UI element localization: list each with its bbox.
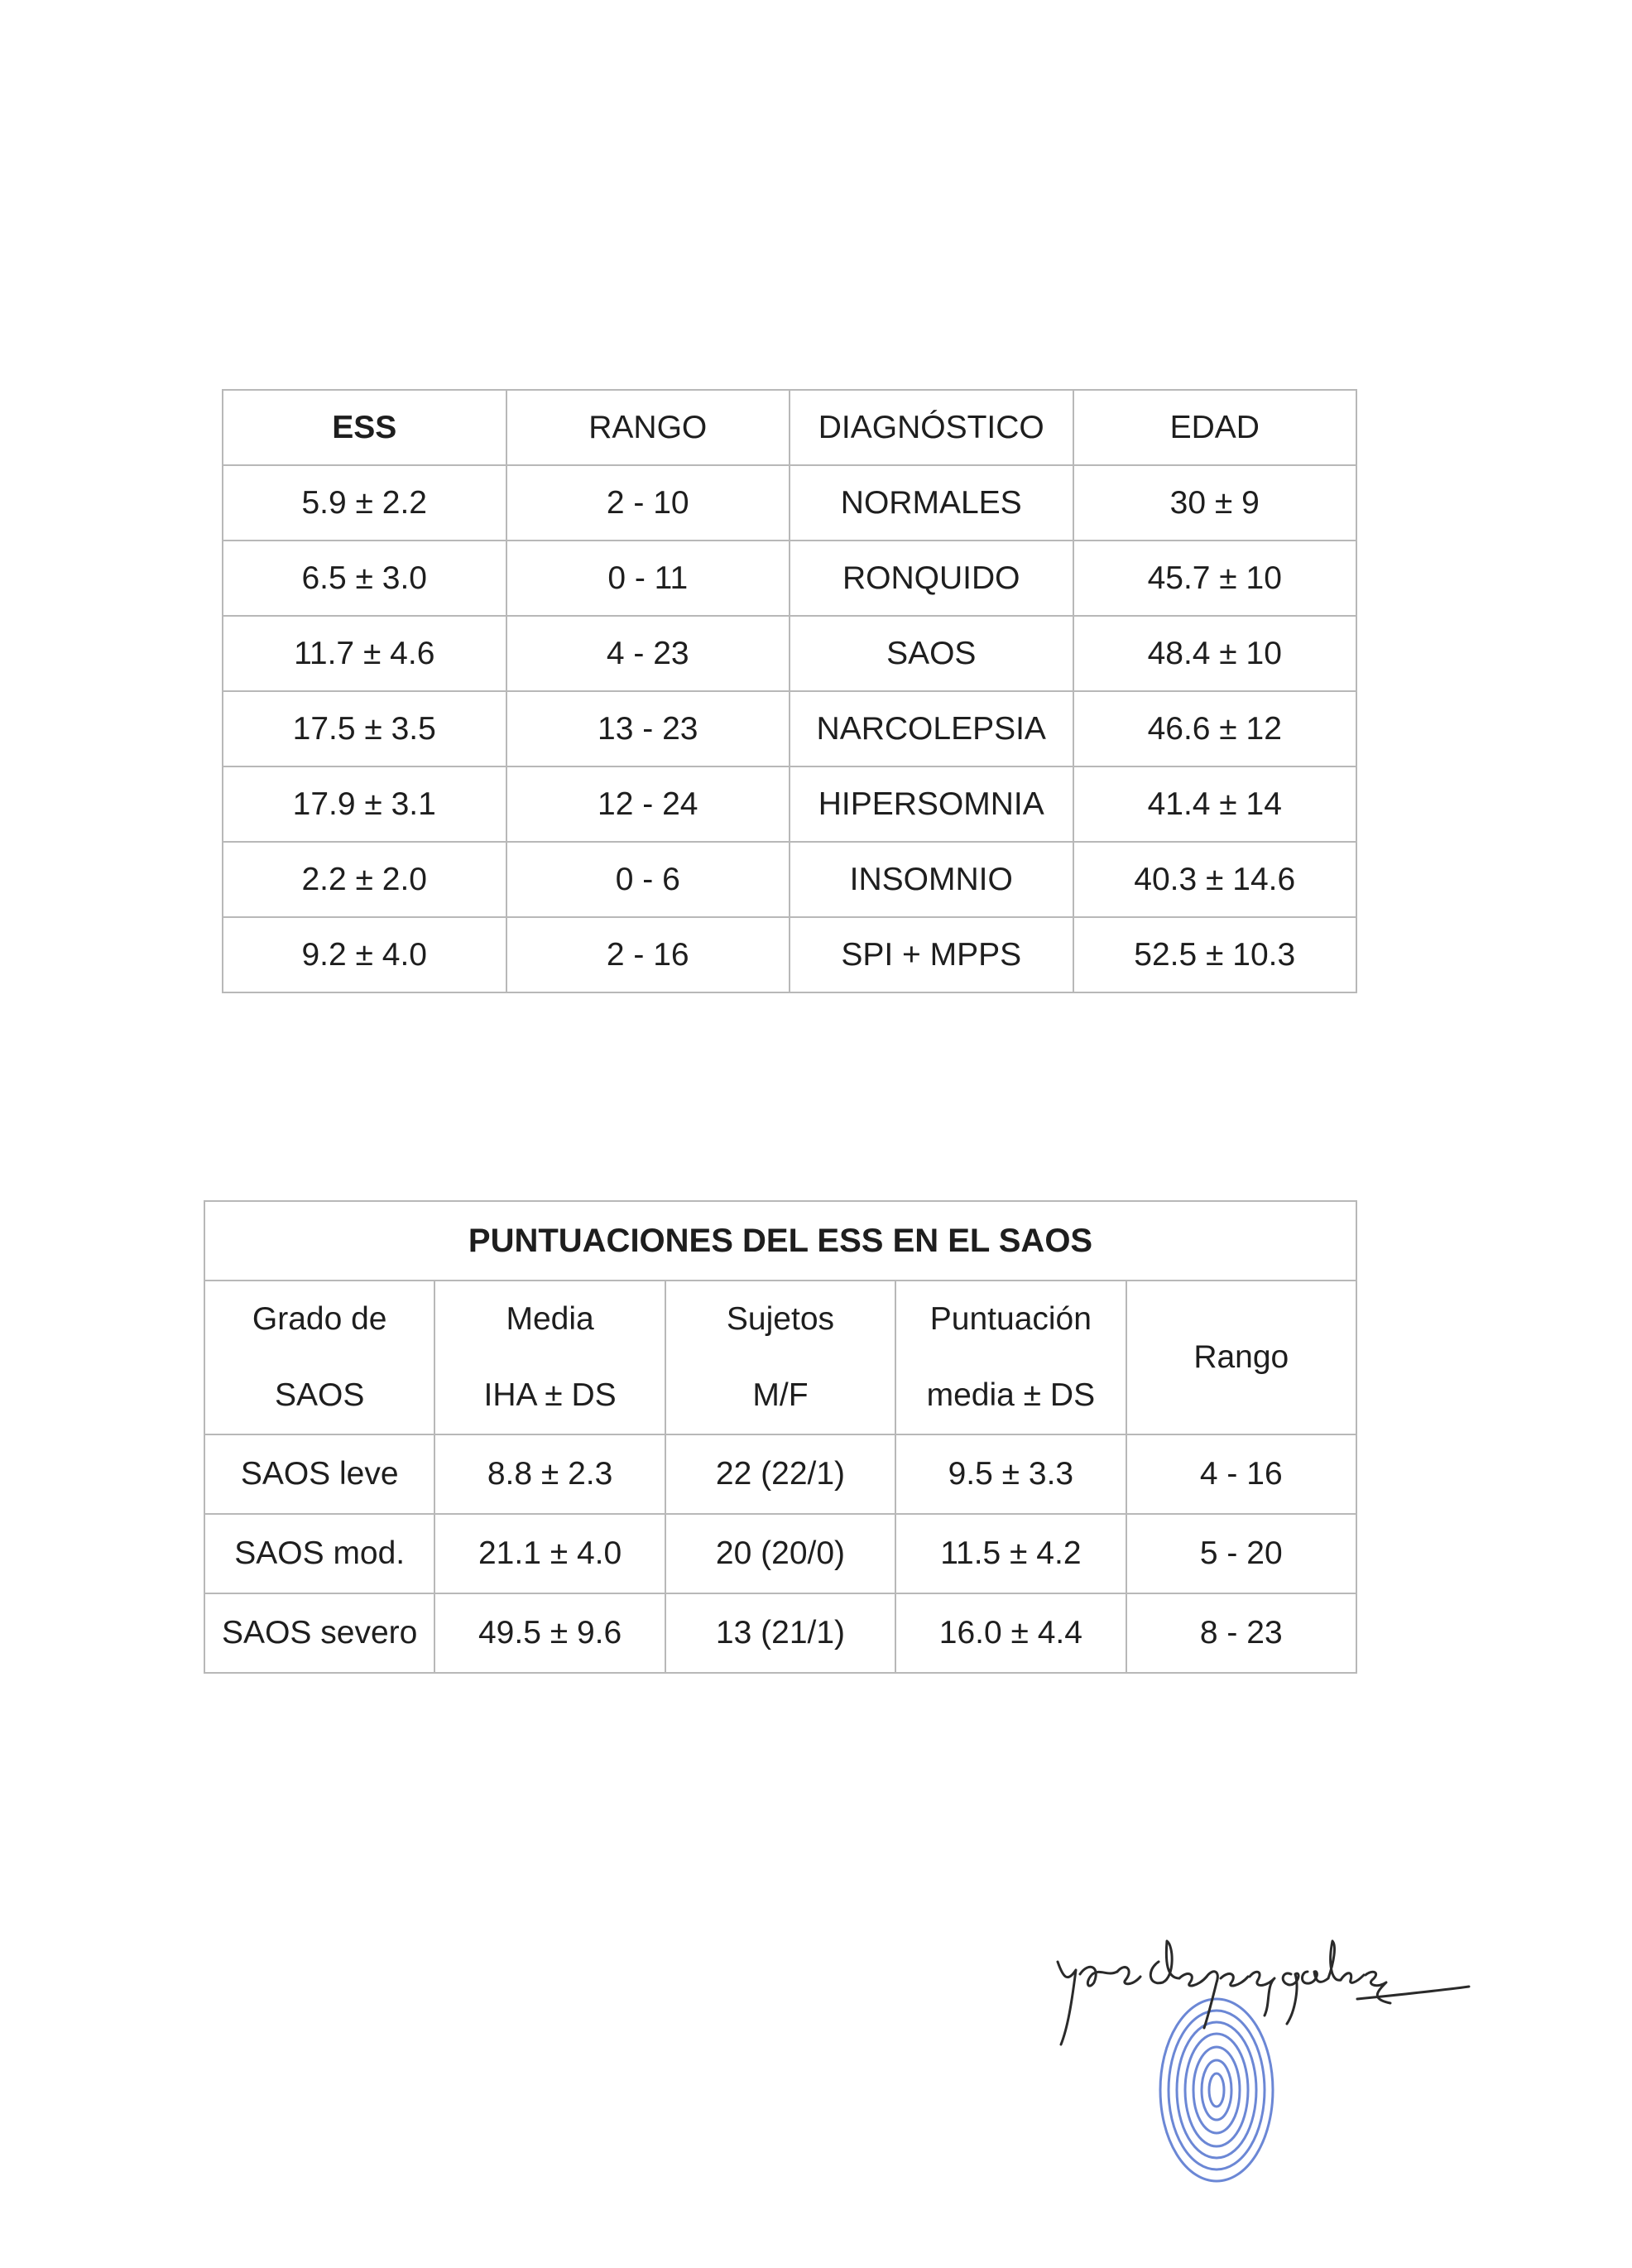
header-rango	[1126, 1281, 1356, 1434]
header-diagnostico: DIAGNÓSTICO	[790, 390, 1073, 465]
cell-rango: 0 - 11	[506, 541, 790, 616]
cell-rango: 12 - 24	[506, 766, 790, 842]
cell-diagnostico: RONQUIDO	[790, 541, 1073, 616]
table-title-row	[204, 1201, 1356, 1281]
cell-grado: SAOS severo	[204, 1593, 434, 1673]
signature-graphic	[1043, 1937, 1572, 2218]
cell-ess: 17.9 ± 3.1	[223, 766, 506, 842]
header-line: Grado de	[252, 1301, 387, 1337]
cell-diagnostico: SAOS	[790, 616, 1073, 691]
cell-rango: 0 - 6	[506, 842, 790, 917]
cell-edad: 48.4 ± 10	[1073, 616, 1357, 691]
header-edad: EDAD	[1073, 390, 1357, 465]
cell-rango: 2 - 10	[506, 465, 790, 541]
header-grado	[204, 1281, 434, 1434]
cell-media: 8.8 ± 2.3	[434, 1434, 665, 1514]
table-row	[204, 1514, 1356, 1593]
cell-diagnostico: SPI + MPPS	[790, 917, 1073, 992]
header-puntuacion	[895, 1281, 1126, 1434]
cell-puntuacion: 16.0 ± 4.4	[895, 1593, 1126, 1673]
table-row	[223, 766, 1356, 842]
cell-rango: 13 - 23	[506, 691, 790, 766]
table-row	[223, 917, 1356, 992]
cell-sujetos: 20 (20/0)	[665, 1514, 895, 1593]
cell-diagnostico: NARCOLEPSIA	[790, 691, 1073, 766]
table-row	[223, 465, 1356, 541]
header-line: Rango	[1193, 1339, 1289, 1375]
cell-edad: 52.5 ± 10.3	[1073, 917, 1357, 992]
cell-puntuacion: 11.5 ± 4.2	[895, 1514, 1126, 1593]
header-line: Sujetos	[726, 1301, 835, 1337]
header-line: Media	[506, 1301, 594, 1337]
cell-puntuacion: 9.5 ± 3.3	[895, 1434, 1126, 1514]
table-row	[204, 1593, 1356, 1673]
cell-grado: SAOS leve	[204, 1434, 434, 1514]
cell-rango: 2 - 16	[506, 917, 790, 992]
ess-saos-scores-table	[204, 1200, 1357, 1674]
cell-rango: 5 - 20	[1126, 1514, 1356, 1593]
cell-rango: 4 - 23	[506, 616, 790, 691]
cell-sujetos: 22 (22/1)	[665, 1434, 895, 1514]
table-title: PUNTUACIONES DEL ESS EN EL SAOS	[204, 1201, 1356, 1281]
cell-ess: 9.2 ± 4.0	[223, 917, 506, 992]
cell-diagnostico: INSOMNIO	[790, 842, 1073, 917]
handwritten-signature	[1058, 1941, 1469, 2045]
header-line: media ± DS	[926, 1377, 1096, 1413]
table-row	[223, 541, 1356, 616]
header-line: IHA ± DS	[483, 1377, 617, 1413]
header-line: M/F	[752, 1377, 809, 1413]
table-row	[223, 842, 1356, 917]
cell-edad: 46.6 ± 12	[1073, 691, 1357, 766]
cell-rango: 8 - 23	[1126, 1593, 1356, 1673]
cell-media: 21.1 ± 4.0	[434, 1514, 665, 1593]
cell-edad: 40.3 ± 14.6	[1073, 842, 1357, 917]
cell-ess: 6.5 ± 3.0	[223, 541, 506, 616]
header-sujetos	[665, 1281, 895, 1434]
header-line: Puntuación	[929, 1301, 1092, 1337]
cell-ess: 17.5 ± 3.5	[223, 691, 506, 766]
cell-diagnostico: NORMALES	[790, 465, 1073, 541]
header-media	[434, 1281, 665, 1434]
cell-rango: 4 - 16	[1126, 1434, 1356, 1514]
cell-sujetos: 13 (21/1)	[665, 1593, 895, 1673]
cell-diagnostico: HIPERSOMNIA	[790, 766, 1073, 842]
table-header-row	[204, 1281, 1356, 1434]
table-row	[223, 691, 1356, 766]
cell-grado: SAOS mod.	[204, 1514, 434, 1593]
cell-edad: 45.7 ± 10	[1073, 541, 1357, 616]
header-line: SAOS	[275, 1377, 365, 1413]
table-row	[204, 1434, 1356, 1514]
cell-ess: 2.2 ± 2.0	[223, 842, 506, 917]
cell-edad: 30 ± 9	[1073, 465, 1357, 541]
cell-media: 49.5 ± 9.6	[434, 1593, 665, 1673]
cell-ess: 11.7 ± 4.6	[223, 616, 506, 691]
header-ess: ESS	[223, 390, 506, 465]
ess-diagnosis-table	[222, 389, 1357, 993]
signature-block	[1043, 1937, 1572, 2218]
cell-edad: 41.4 ± 14	[1073, 766, 1357, 842]
cell-ess: 5.9 ± 2.2	[223, 465, 506, 541]
table-header-row	[223, 390, 1356, 465]
fingerprint-icon	[1160, 1999, 1273, 2181]
header-rango: RANGO	[506, 390, 790, 465]
table-row	[223, 616, 1356, 691]
